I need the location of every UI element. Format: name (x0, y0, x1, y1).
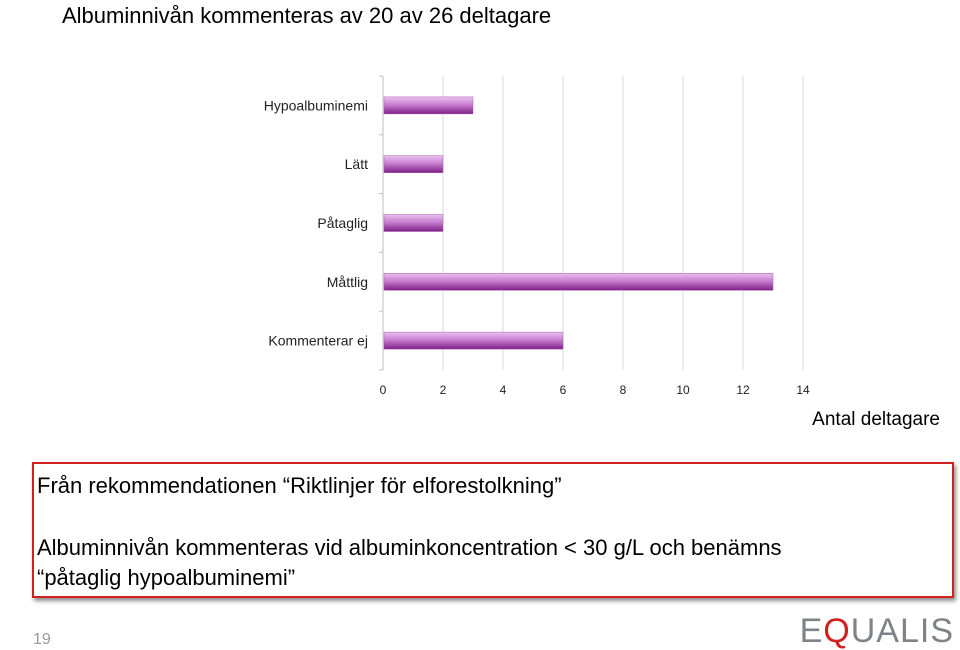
category-label: Lätt (344, 156, 368, 173)
x-tick-label: 6 (559, 383, 567, 397)
logo-text-suffix: UALIS (850, 612, 954, 650)
category-label: Kommenterar ej (268, 332, 368, 349)
category-label: Påtaglig (317, 215, 368, 231)
note-body-line-cont: “påtaglig hypoalbuminemi” (37, 565, 296, 590)
x-tick-label: 14 (796, 383, 810, 397)
x-tick-label: 10 (676, 383, 690, 397)
bar (384, 332, 563, 349)
page-number: 19 (33, 631, 51, 648)
bar (384, 97, 473, 114)
x-tick-label: 8 (619, 383, 627, 397)
category-label: Hypoalbuminemi (263, 97, 368, 114)
bar (384, 156, 443, 173)
page-title: Albuminnivån kommenteras av 20 av 26 deltagare (62, 3, 552, 28)
logo-accent-letter: Q (823, 612, 851, 650)
x-tick-label: 0 (379, 383, 387, 397)
equalis-logo (800, 612, 954, 650)
note-body-line: Albuminnivån kommenteras vid albuminkoncentration < 30 g/L och benämns (37, 535, 782, 560)
tick-labels (380, 383, 810, 397)
note-source-line: Från rekommendationen “Riktlinjer för elforestolkning” (37, 473, 562, 498)
category-labels (264, 97, 368, 348)
x-axis-label: Antal deltagare (812, 409, 940, 430)
bar (384, 215, 443, 232)
bars (384, 97, 773, 349)
bar (384, 273, 773, 290)
recommendation-note (32, 462, 954, 598)
logo-text-prefix: E (799, 612, 824, 650)
category-label: Måttlig (326, 273, 368, 290)
x-tick-label: 12 (736, 383, 750, 397)
x-tick-label: 2 (439, 383, 447, 397)
x-tick-label: 4 (499, 383, 507, 397)
